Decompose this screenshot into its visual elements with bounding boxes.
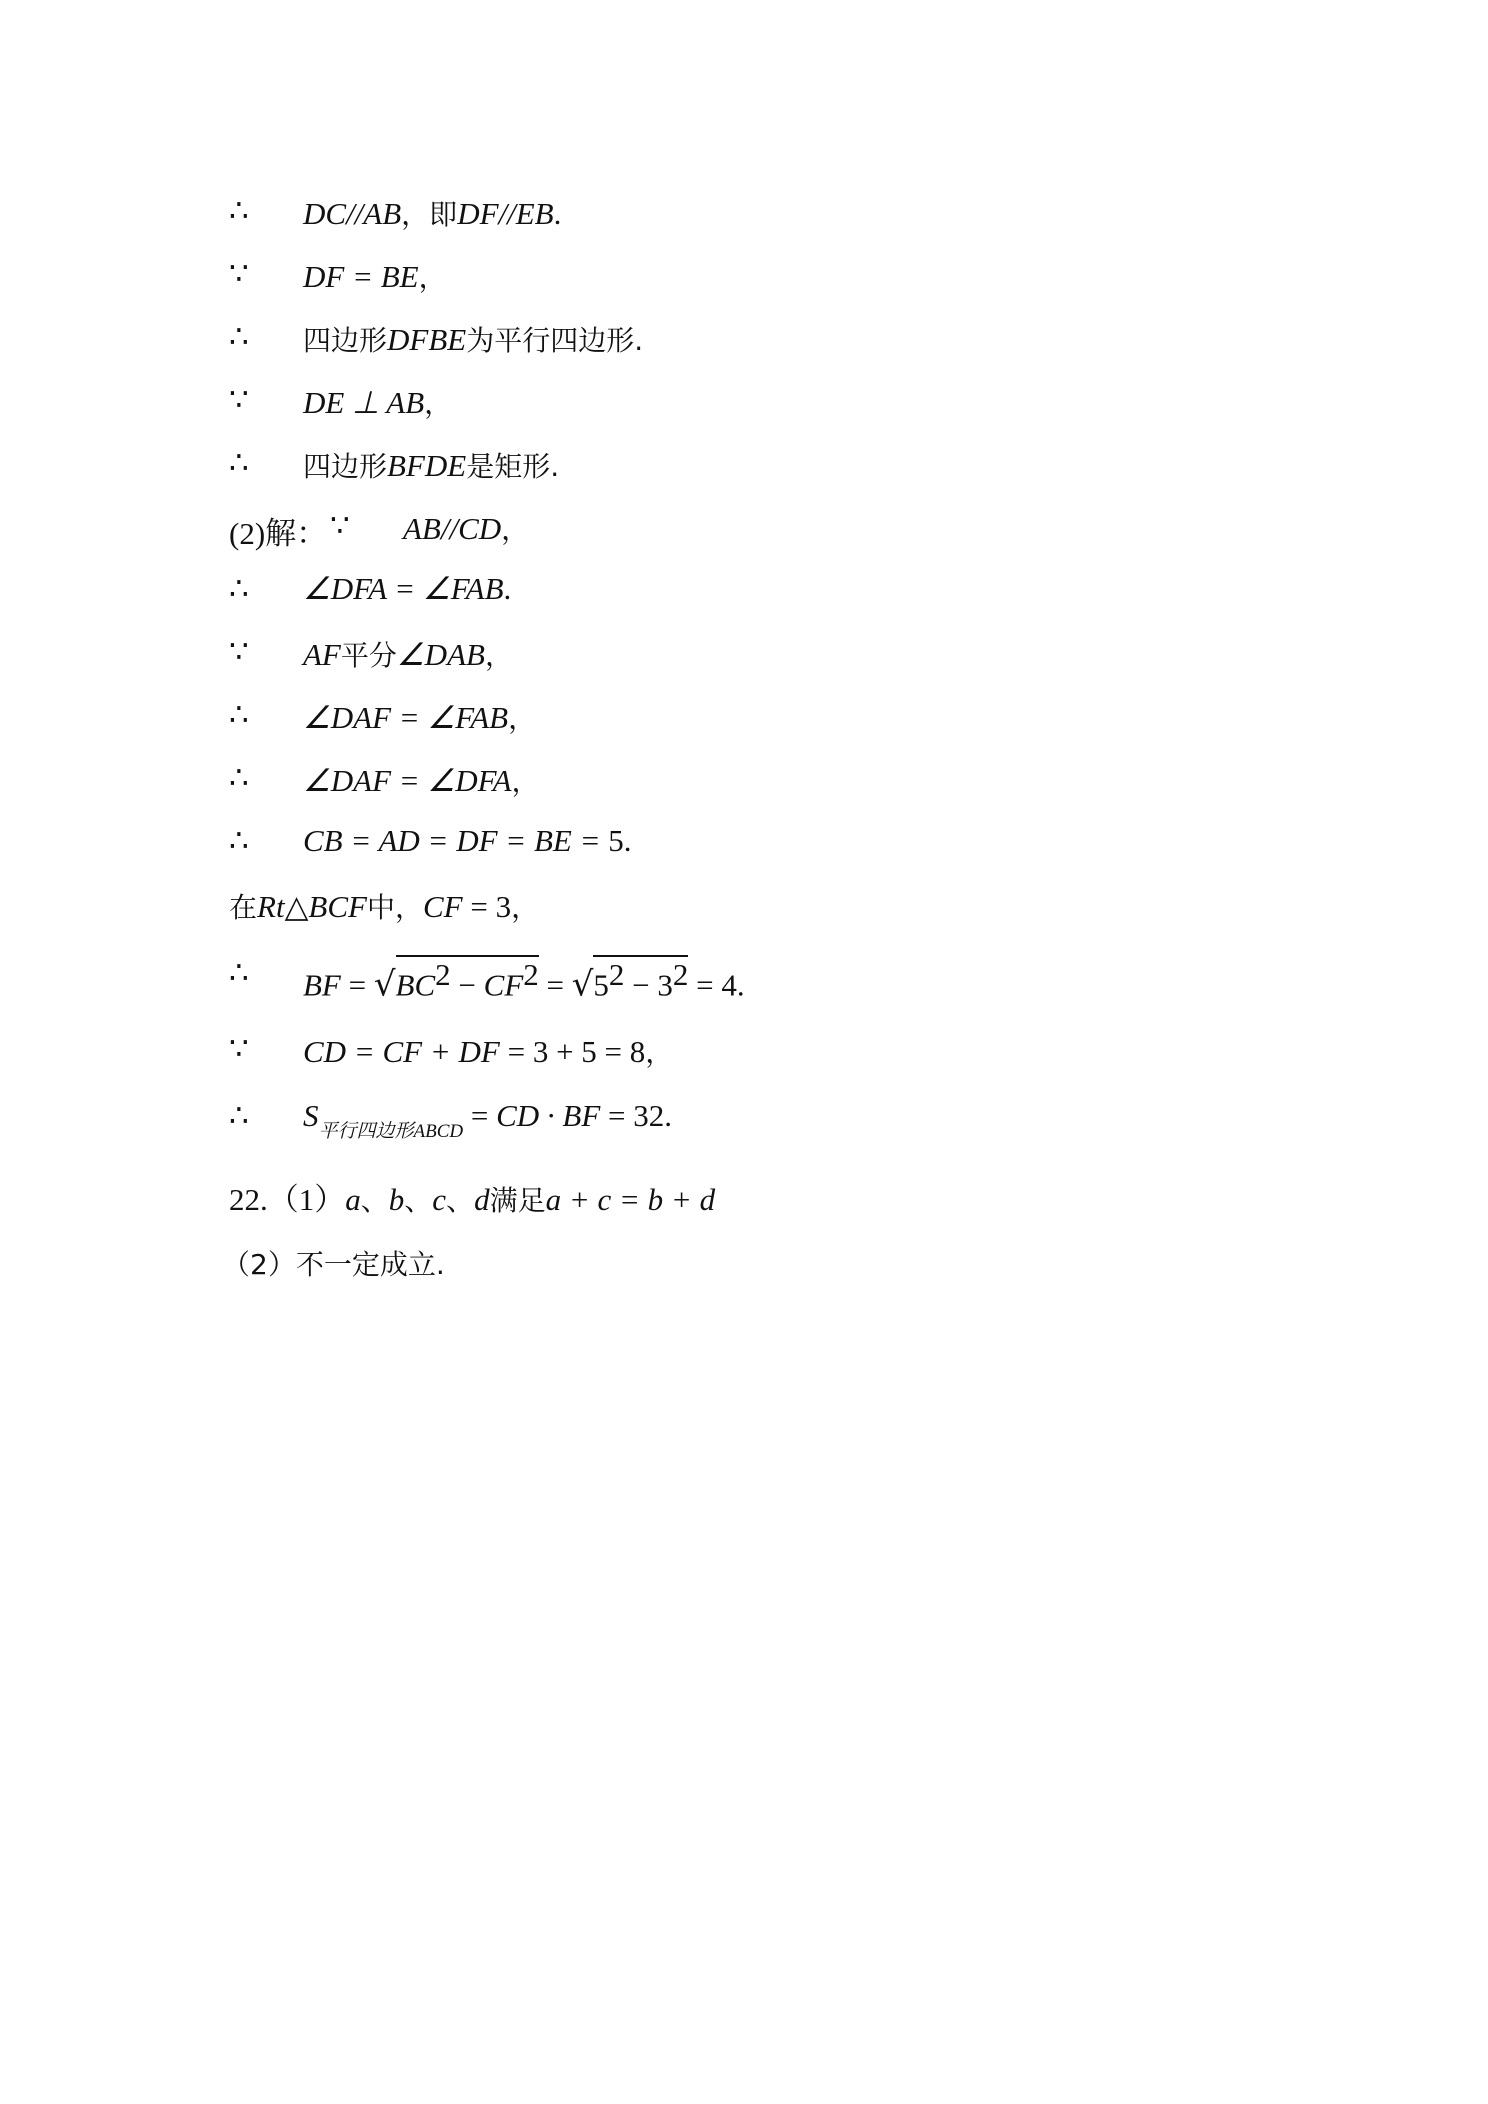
part-2-label: (2)解： <box>229 516 328 551</box>
line-13-expression: BF = $√BC^2 - CF^2 = √5^2 - 3^2 = 4$. <box>303 957 745 1005</box>
line-1-expression: DC//AB，即DF//EB. <box>303 196 562 231</box>
line-6-expression: AB//CD， <box>403 511 530 546</box>
line-12-expression: 在Rt△BCF中，CF = 3， <box>229 889 540 924</box>
because-symbol: ∵ <box>330 508 350 544</box>
line-2-expression: DF = BE， <box>303 259 447 294</box>
radicand-1: $BC^2 - CF^2$ <box>395 957 539 1003</box>
question-22-part-1: 22.（1）a、b、c、d满足a + c = b + d <box>229 1182 716 1217</box>
line-5-expression: 四边形BFDE是矩形. <box>303 448 560 483</box>
therefore-symbol: ∴ <box>229 445 249 481</box>
line-15-expression: $S_{平行四边形ABCD}$ = CD · BF = 32. <box>303 1098 673 1142</box>
area-subscript: 平行四边形 <box>318 1120 414 1142</box>
therefore-symbol: ∴ <box>229 760 249 796</box>
line-9-expression: ∠DAF = ∠FAB， <box>303 700 537 735</box>
line-3-expression: 四边形DFBE为平行四边形. <box>303 322 644 357</box>
therefore-symbol: ∴ <box>229 193 249 229</box>
therefore-symbol: ∴ <box>229 319 249 355</box>
therefore-symbol: ∴ <box>229 823 249 859</box>
because-symbol: ∵ <box>229 1031 249 1067</box>
line-11-expression: CB = AD = DF = BE = 5. <box>303 823 632 858</box>
therefore-symbol: ∴ <box>229 1098 249 1134</box>
question-22-part-2: （2）不一定成立. <box>222 1248 445 1281</box>
radicand-2: $5^2 - 3^2$ <box>593 957 689 1003</box>
because-symbol: ∵ <box>229 382 249 418</box>
because-symbol: ∵ <box>229 256 249 292</box>
line-8-expression: AF平分∠DAB， <box>303 637 513 672</box>
radical-sign: √ <box>373 964 396 1005</box>
therefore-symbol: ∴ <box>229 697 249 733</box>
because-symbol: ∵ <box>229 634 249 670</box>
line-4-expression: DE ⊥ AB， <box>303 385 453 420</box>
line-7-expression: ∠DFA = ∠FAB. <box>303 571 512 606</box>
radical-sign: √ <box>571 964 594 1005</box>
therefore-symbol: ∴ <box>229 955 249 991</box>
therefore-symbol: ∴ <box>229 571 249 607</box>
line-10-expression: ∠DAF = ∠DFA， <box>303 763 540 798</box>
line-14-expression: CD = CF + DF = 3 + 5 = 8， <box>303 1034 674 1069</box>
